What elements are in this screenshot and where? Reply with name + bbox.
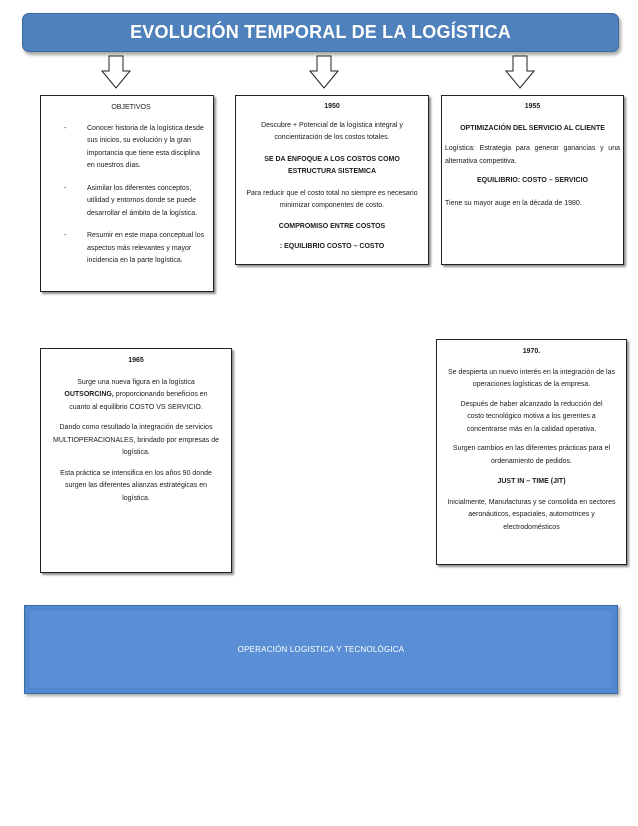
text-1950-p1: Descubre + Potencial de la logística integral y concientización de los costos totales. bbox=[261, 121, 403, 141]
text-1955-p4: Tiene su mayor auge en la década de 1980. bbox=[445, 199, 582, 207]
year-1965: 1965 bbox=[128, 357, 144, 364]
text-1970-p3: Surgen cambios en las diferentes prácticas para el ordenamiento de pedidos. bbox=[452, 445, 611, 465]
text-1965-p1-pre: Surge una nueva figura en la logística bbox=[77, 378, 195, 386]
text-1955-p2: Logística: Estrategia para generar ganancias y una alternativa competitiva. bbox=[445, 145, 620, 165]
objetivo-text: Resumir en este mapa conceptual los aspectos más relevantes y mayor incidencia en la parte logística. bbox=[87, 232, 205, 264]
bullet: - bbox=[64, 184, 67, 192]
year-1950: 1950 bbox=[324, 103, 340, 110]
list-item bbox=[49, 230, 205, 268]
footer-label: OPERACIÓN LOGISTICA Y TECNOLÓGICA bbox=[237, 645, 405, 654]
text-1970-p2: Después de haber alcanzado la reducción del costo tecnológico motiva a los gerentes a concentrarse más en la calidad operativa. bbox=[460, 400, 603, 433]
text-1950-p5: : EQUILIBRIO COSTO – COSTO bbox=[279, 243, 385, 250]
page-title: EVOLUCIÓN TEMPORAL DE LA LOGÍSTICA bbox=[130, 22, 511, 42]
box-1965 bbox=[40, 348, 232, 573]
text-1955-p3: EQUILIBRIO: COSTO – SERVICIO bbox=[477, 177, 588, 184]
objetivo-text: Conocer historia de la logística desde sus inicios, su evolución y la gran importancia que tiene esta disciplina en nuestros días. bbox=[87, 124, 204, 169]
title-banner bbox=[22, 13, 619, 52]
text-1970-p4: JUST IN – TIME (JIT) bbox=[497, 478, 566, 485]
down-arrow-icon bbox=[505, 55, 535, 89]
footer-banner bbox=[24, 605, 618, 694]
bullet: - bbox=[64, 232, 67, 239]
footer-inner bbox=[30, 611, 612, 688]
text-1965-p2: Dando como resultado la integración de servicios MULTIOPERACIONALES, brindado por empresas de logística. bbox=[53, 424, 219, 456]
down-arrow-icon bbox=[309, 55, 339, 89]
box-1970 bbox=[436, 339, 627, 565]
text-1965-p1-bold: OUTSORCING, bbox=[64, 391, 114, 398]
box-1955 bbox=[441, 95, 624, 265]
text-1950-p4: COMPROMISO ENTRE COSTOS bbox=[278, 222, 386, 230]
text-1950-p3: Para reducir que el costo total no siempre es necesario minimizar componentes de costo. bbox=[246, 189, 418, 209]
down-arrow-icon bbox=[101, 55, 131, 89]
bullet: - bbox=[64, 124, 67, 132]
text-1950-p2: SE DA ENFOQUE A LOS COSTOS COMO ESTRUCTURA SISTEMICA bbox=[264, 155, 400, 175]
text-1970-p5: Inicialmente, Manufacturas y se consolida en sectores aeronáuticos, espaciales, automotrices y electrodomésticos bbox=[447, 498, 616, 531]
objetivos-box bbox=[40, 95, 214, 292]
year-1955: 1955 bbox=[524, 103, 541, 110]
objetivos-list bbox=[49, 123, 205, 268]
text-1965-p3: Esta práctica se intensifica en los años 90 donde surgen las diferentes alianzas estratégicas en logística. bbox=[60, 469, 212, 502]
list-item bbox=[49, 123, 205, 173]
year-1970: 1970. bbox=[522, 348, 541, 355]
objetivo-text: Asimilar los diferentes conceptos, utilidad y entornos donde se puede desarrollar el ámbito de la logística. bbox=[87, 184, 198, 217]
text-1965-p1-post: proporcionando beneficios en cuanto al equilibrio COSTO VS SERVICIO. bbox=[69, 391, 208, 411]
objetivos-heading: OBJETIVOS bbox=[111, 104, 151, 111]
list-item bbox=[49, 183, 205, 221]
text-1965-p1 bbox=[55, 377, 217, 415]
text-1955-p1: OPTIMIZACIÓN DEL SERVICIO AL CLIENTE bbox=[460, 124, 605, 132]
text-1970-p1: Se despierta un nuevo interés en la integración de las operaciones logísticas de la empresa. bbox=[448, 368, 615, 388]
box-1950 bbox=[235, 95, 429, 265]
